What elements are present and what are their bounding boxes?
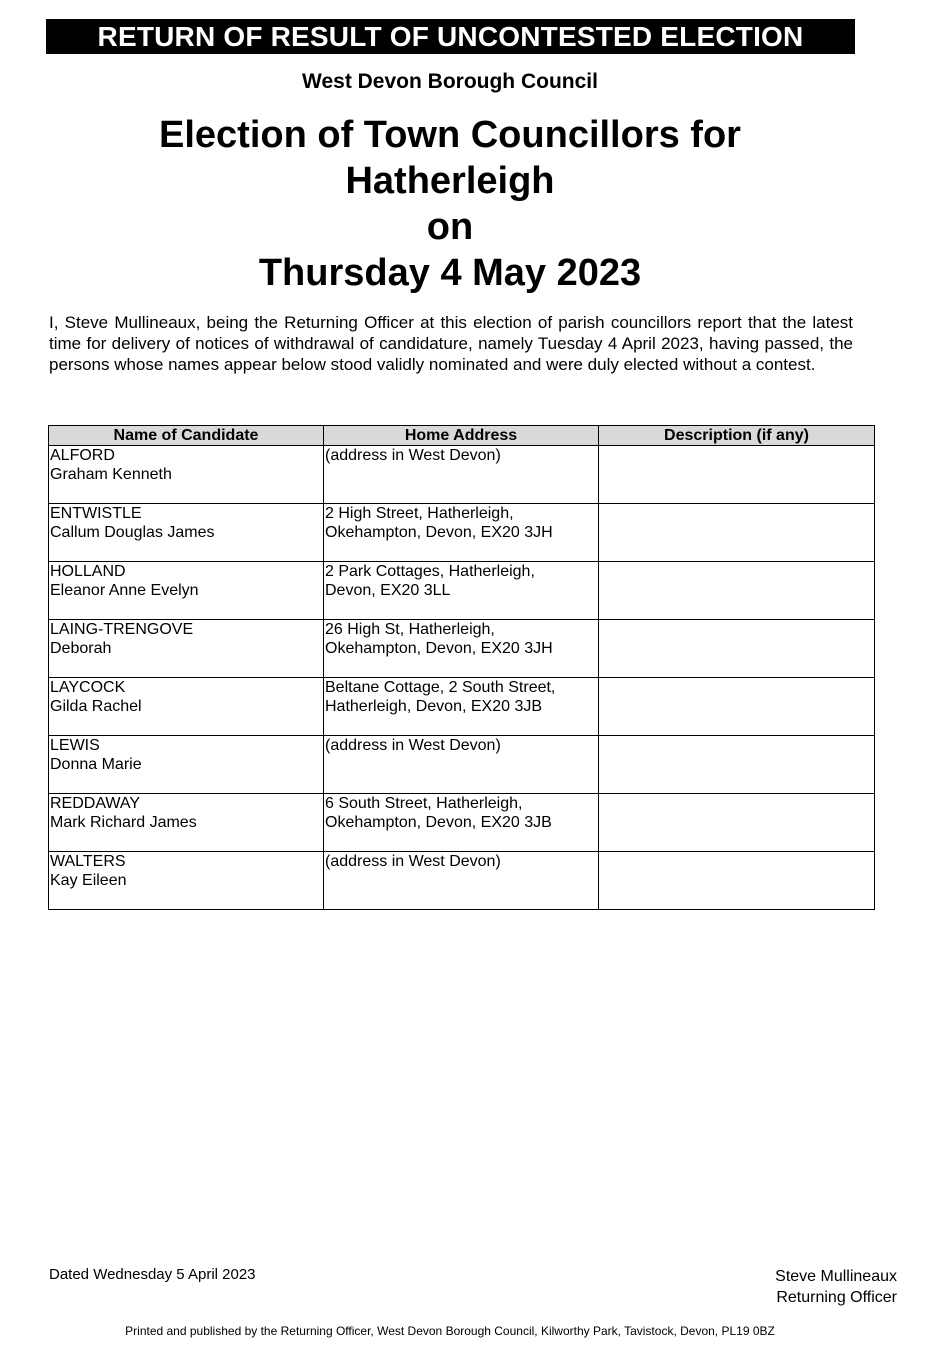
candidate-description-cell (599, 562, 875, 620)
table-row (49, 504, 875, 562)
address-line-1: 2 High Street, Hatherleigh, (325, 505, 514, 522)
address-line-2: Okehampton, Devon, EX20 3JH (325, 524, 553, 541)
candidate-description-cell (599, 678, 875, 736)
candidate-name-cell (49, 446, 324, 504)
candidate-surname: LAING-TRENGOVE (50, 621, 194, 638)
intro-paragraph: I, Steve Mullineaux, being the Returning Officer at this election of parish councillors report that the latest time for delivery of notices of withdrawal of candidature, namely Tuesday 4 April 2023, having passed, the persons whose names appear below stood validly nominated and were duly elected without a contest. (49, 313, 853, 374)
address-line-1: (address in West Devon) (325, 737, 501, 754)
candidate-forenames: Kay Eileen (50, 872, 127, 889)
candidate-forenames: Deborah (50, 640, 112, 657)
candidate-description-cell (599, 852, 875, 910)
candidate-description-cell (599, 736, 875, 794)
table-row (49, 852, 875, 910)
title-line-2: Hatherleigh (345, 160, 555, 202)
candidate-surname: ALFORD (50, 447, 115, 464)
candidate-surname: LAYCOCK (50, 679, 126, 696)
candidate-address-cell (324, 620, 599, 678)
candidate-surname: LEWIS (50, 737, 100, 754)
imprint-footer: Printed and published by the Returning Officer, West Devon Borough Council, Kilworthy Park, Tavistock, Devon, PL19 0BZ (125, 1324, 775, 1338)
address-line-1: 6 South Street, Hatherleigh, (325, 795, 523, 812)
candidate-surname: REDDAWAY (50, 795, 141, 812)
candidate-name-cell (49, 562, 324, 620)
title-line-1: Election of Town Councillors for (159, 114, 741, 156)
table-row (49, 620, 875, 678)
candidate-name-cell (49, 852, 324, 910)
header-address: Home Address (324, 426, 599, 446)
candidate-forenames: Eleanor Anne Evelyn (50, 582, 199, 599)
candidate-forenames: Callum Douglas James (50, 524, 215, 541)
header-description: Description (if any) (599, 426, 875, 446)
address-line-2: Okehampton, Devon, EX20 3JH (325, 640, 553, 657)
address-line-1: 2 Park Cottages, Hatherleigh, (325, 563, 535, 580)
title-line-4: Thursday 4 May 2023 (258, 252, 642, 294)
candidate-name-cell (49, 736, 324, 794)
results-table (48, 425, 875, 910)
table-header-row (49, 426, 875, 446)
candidate-description-cell (599, 504, 875, 562)
candidate-address-cell (324, 678, 599, 736)
candidate-address-cell (324, 736, 599, 794)
candidate-surname: WALTERS (50, 853, 126, 870)
table-row (49, 562, 875, 620)
candidate-forenames: Gilda Rachel (50, 698, 142, 715)
address-line-1: Beltane Cottage, 2 South Street, (325, 679, 556, 696)
candidate-description-cell (599, 620, 875, 678)
candidate-name-cell (49, 504, 324, 562)
candidate-surname: ENTWISTLE (50, 505, 142, 522)
table-row (49, 794, 875, 852)
candidate-forenames: Mark Richard James (50, 814, 197, 831)
candidate-name-cell (49, 794, 324, 852)
address-line-2: Hatherleigh, Devon, EX20 3JB (325, 698, 543, 715)
address-line-1: (address in West Devon) (325, 853, 501, 870)
candidate-description-cell (599, 794, 875, 852)
signature-block (775, 1266, 897, 1308)
table-row (49, 678, 875, 736)
candidate-surname: HOLLAND (50, 563, 126, 580)
candidate-forenames: Donna Marie (50, 756, 142, 773)
address-line-1: (address in West Devon) (325, 447, 501, 464)
address-line-2: Devon, EX20 3LL (325, 582, 451, 599)
table-row (49, 446, 875, 504)
election-title (0, 112, 900, 296)
title-line-3: on (426, 206, 474, 248)
candidate-address-cell (324, 504, 599, 562)
address-line-2: Okehampton, Devon, EX20 3JB (325, 814, 552, 831)
candidate-address-cell (324, 562, 599, 620)
candidate-description-cell (599, 446, 875, 504)
notice-banner: RETURN OF RESULT OF UNCONTESTED ELECTION (46, 19, 855, 54)
header-name: Name of Candidate (49, 426, 324, 446)
candidate-address-cell (324, 794, 599, 852)
council-name: West Devon Borough Council (302, 70, 598, 93)
candidate-name-cell (49, 620, 324, 678)
address-line-1: 26 High St, Hatherleigh, (325, 621, 495, 638)
signatory-name: Steve Mullineaux (775, 1268, 897, 1285)
candidate-address-cell (324, 852, 599, 910)
signatory-role: Returning Officer (776, 1289, 897, 1306)
candidate-address-cell (324, 446, 599, 504)
candidate-forenames: Graham Kenneth (50, 466, 172, 483)
candidate-name-cell (49, 678, 324, 736)
table-row (49, 736, 875, 794)
dated-line: Dated Wednesday 5 April 2023 (49, 1266, 256, 1283)
